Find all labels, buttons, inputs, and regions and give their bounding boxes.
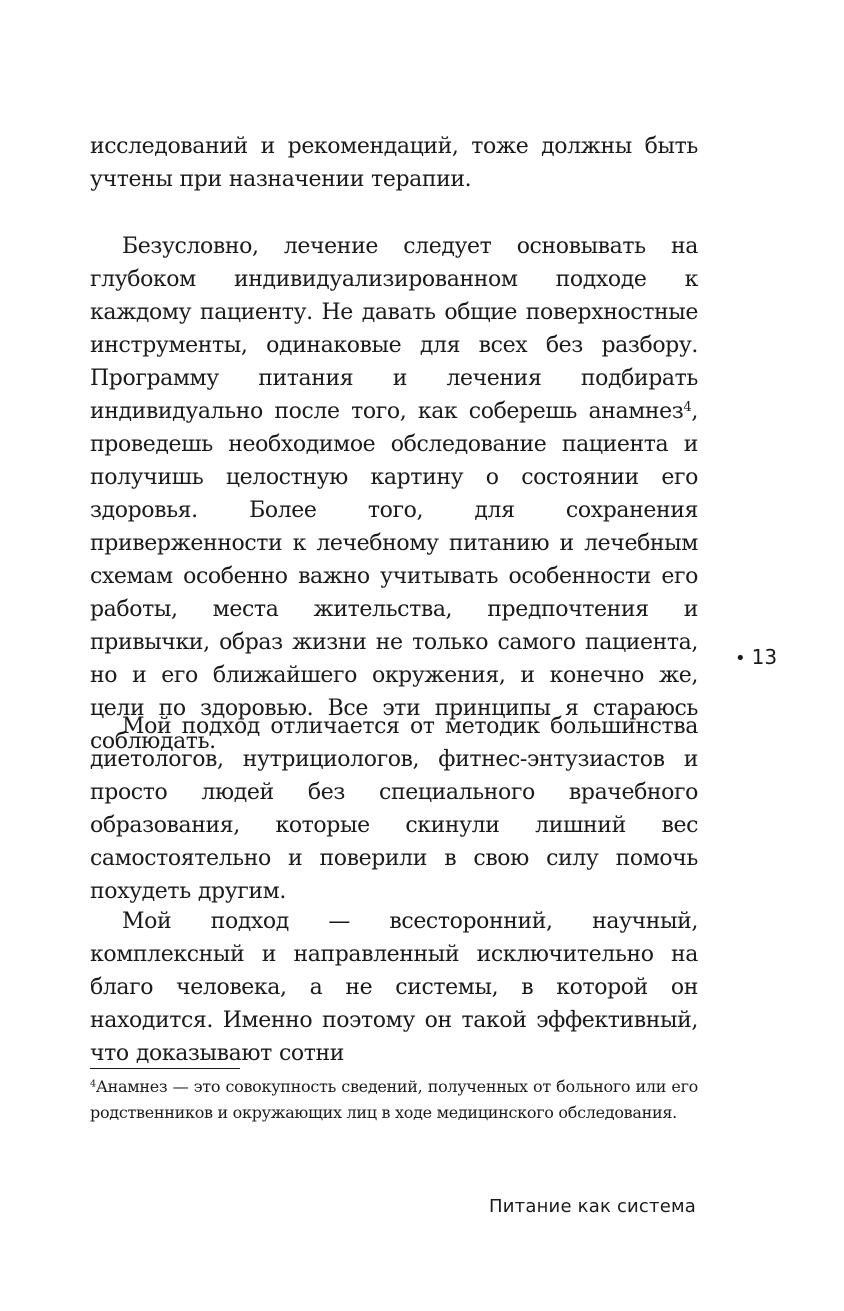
paragraph-2-text-part-1: Безусловно, лечение следует основывать на глубоком индивидуализированном подходе к каждому пациенту. Не давать общие поверхностные инструменты, одинаковые для всех без разбору. Программу питания и лечения подбирать индивидуально после того, как соберешь анамнез <box>90 234 698 424</box>
paragraph-2-text-part-2: , проведешь необходимое обследование пациента и получишь целостную картину о состоянии его здоровья. Более того, для сохранения приверженности к лечебному питанию и лечебным схемам особенно важно учитывать особенности его работы, места жительства, предпочтения и привычки, образ жизни не только самого пациента, но и его ближайшего окружения, и конечно же, цели по здоровью. Все эти принципы я стараюсь соблюдать. <box>90 399 698 754</box>
paragraph-2 <box>90 230 698 758</box>
page-number <box>735 645 777 671</box>
paragraph-3-text: Мой подход отличается от методик большинства диетологов, нутрициологов, фитнес-энтузиастов и просто людей без специального врачебного образования, которые скинули лишний вес самостоятельно и поверили в свою силу помочь похудеть другим. <box>90 714 698 904</box>
footnote-reference: 4 <box>683 399 692 415</box>
paragraph-continued <box>90 130 698 196</box>
paragraph-4 <box>90 905 698 1070</box>
footnote-text: Анамнез — это совокупность сведений, полученных от больного или его родственников и окружающих лиц в ходе медицинского обследования. <box>90 1077 698 1122</box>
paragraph-1-text: исследований и рекомендаций, тоже должны быть учтены при назначении терапии. <box>90 134 698 192</box>
paragraph-3 <box>90 710 698 908</box>
footnote <box>90 1074 698 1126</box>
page-number-bullet: • <box>735 648 746 669</box>
footnote-separator <box>90 1068 240 1069</box>
page-number-value: 13 <box>751 645 778 669</box>
running-title: Питание как система <box>489 1196 696 1217</box>
footnote-marker: 4 <box>90 1078 96 1090</box>
paragraph-4-text: Мой подход — всесторонний, научный, комплексный и направленный исключительно на благо человека, а не системы, в которой он находится. Именно поэтому он такой эффективный, что доказывают сотни <box>90 909 698 1066</box>
